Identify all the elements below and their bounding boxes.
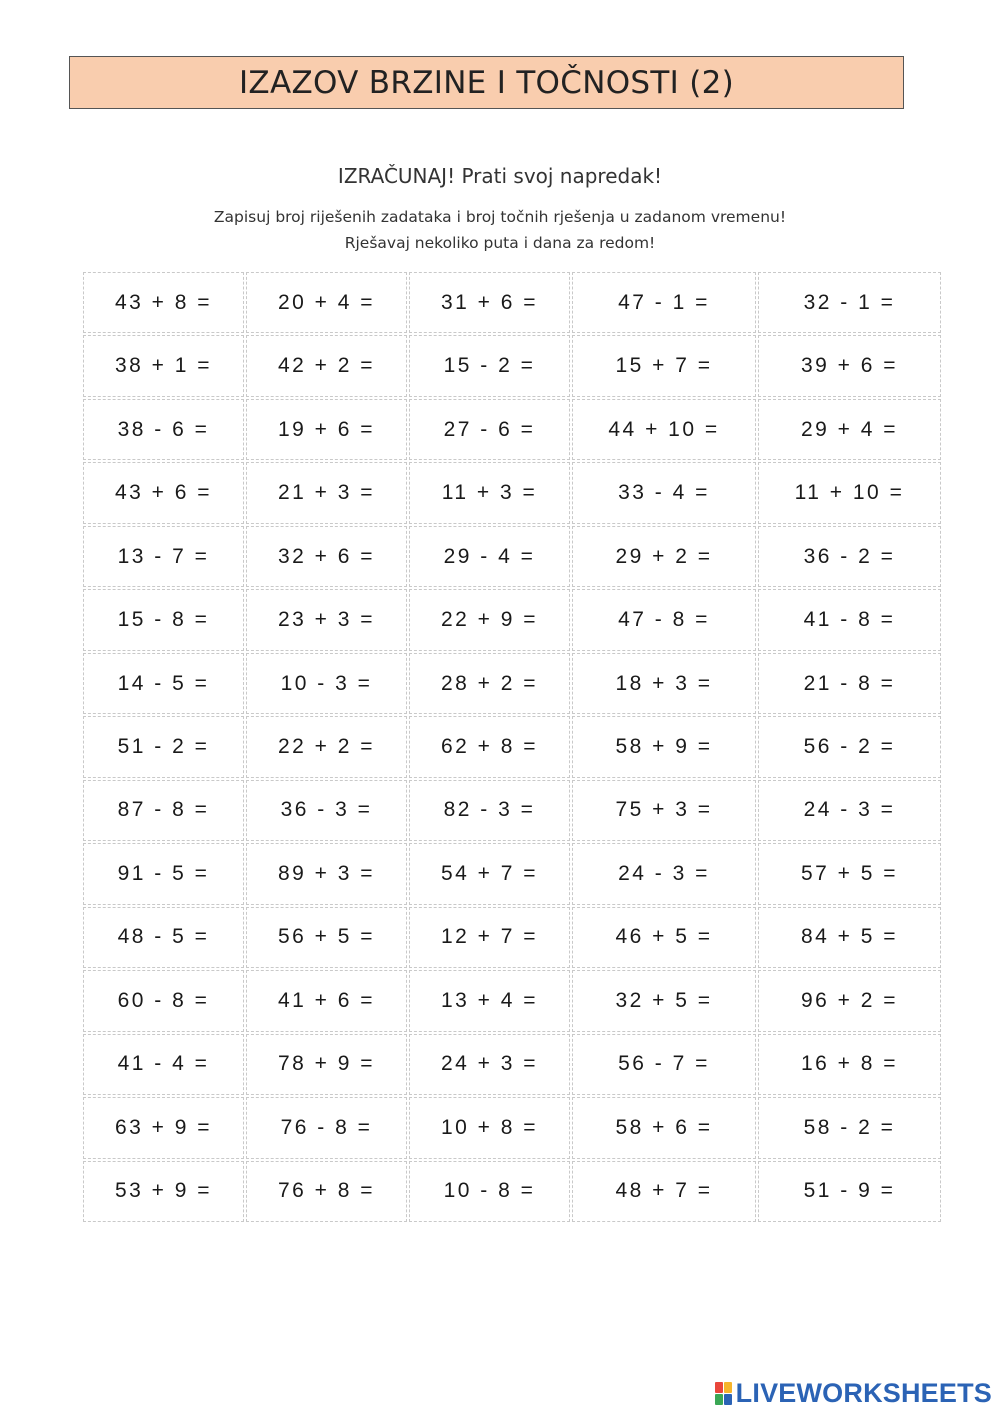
- problem-cell[interactable]: 58 + 9 =: [572, 716, 756, 777]
- problem-cell[interactable]: 10 + 8 =: [409, 1097, 570, 1158]
- problem-cell[interactable]: 36 - 3 =: [246, 780, 407, 841]
- problem-cell[interactable]: 56 - 2 =: [758, 716, 941, 777]
- problem-cell[interactable]: 24 - 3 =: [758, 780, 941, 841]
- problem-cell[interactable]: 24 + 3 =: [409, 1034, 570, 1095]
- problem-cell[interactable]: 42 + 2 =: [246, 335, 407, 396]
- problem-cell[interactable]: 31 + 6 =: [409, 272, 570, 333]
- problem-cell[interactable]: 24 - 3 =: [572, 843, 756, 904]
- problem-cell[interactable]: 27 - 6 =: [409, 399, 570, 460]
- instruction-line-1: Zapisuj broj riješenih zadataka i broj točnih rješenja u zadanom vremenu!: [213, 208, 787, 226]
- problem-cell[interactable]: 20 + 4 =: [246, 272, 407, 333]
- problem-cell[interactable]: 60 - 8 =: [83, 970, 244, 1031]
- worksheet-title-text: IZAZOV BRZINE I TOČNOSTI (2): [238, 64, 735, 101]
- problem-cell[interactable]: 89 + 3 =: [246, 843, 407, 904]
- problem-cell[interactable]: 21 + 3 =: [246, 462, 407, 523]
- problem-cell[interactable]: 32 - 1 =: [758, 272, 941, 333]
- problem-cell[interactable]: 41 + 6 =: [246, 970, 407, 1031]
- problem-cell[interactable]: 29 - 4 =: [409, 526, 570, 587]
- problem-cell[interactable]: 38 - 6 =: [83, 399, 244, 460]
- problem-cell[interactable]: 13 - 7 =: [83, 526, 244, 587]
- problem-cell[interactable]: 12 + 7 =: [409, 907, 570, 968]
- problem-cell[interactable]: 29 + 2 =: [572, 526, 756, 587]
- liveworksheets-logo: [715, 1378, 992, 1409]
- problem-cell[interactable]: 91 - 5 =: [83, 843, 244, 904]
- worksheet-subtitle: IZRAČUNAJ! Prati svoj napredak!: [337, 164, 663, 188]
- problem-cell[interactable]: 14 - 5 =: [83, 653, 244, 714]
- problem-cell[interactable]: 15 - 2 =: [409, 335, 570, 396]
- problem-cell[interactable]: 63 + 9 =: [83, 1097, 244, 1158]
- problem-cell[interactable]: 76 + 8 =: [246, 1161, 407, 1222]
- problem-grid: [82, 271, 942, 1223]
- problem-cell[interactable]: 78 + 9 =: [246, 1034, 407, 1095]
- problem-cell[interactable]: 13 + 4 =: [409, 970, 570, 1031]
- problem-cell[interactable]: 58 + 6 =: [572, 1097, 756, 1158]
- problem-cell[interactable]: 33 - 4 =: [572, 462, 756, 523]
- problem-cell[interactable]: 36 - 2 =: [758, 526, 941, 587]
- problem-cell[interactable]: 11 + 10 =: [758, 462, 941, 523]
- problem-cell[interactable]: 15 - 8 =: [83, 589, 244, 650]
- liveworksheets-logo-icon: [715, 1382, 732, 1405]
- problem-cell[interactable]: 76 - 8 =: [246, 1097, 407, 1158]
- problem-cell[interactable]: 10 - 8 =: [409, 1161, 570, 1222]
- problem-cell[interactable]: 41 - 4 =: [83, 1034, 244, 1095]
- logo-square-red: [715, 1382, 723, 1393]
- problem-cell[interactable]: 56 - 7 =: [572, 1034, 756, 1095]
- problem-cell[interactable]: 84 + 5 =: [758, 907, 941, 968]
- instruction-line-2: Rješavaj nekoliko puta i dana za redom!: [344, 234, 656, 252]
- problem-cell[interactable]: 41 - 8 =: [758, 589, 941, 650]
- problem-cell[interactable]: 29 + 4 =: [758, 399, 941, 460]
- logo-square-green: [715, 1394, 723, 1405]
- worksheet-title: [69, 56, 904, 109]
- problem-cell[interactable]: 48 + 7 =: [572, 1161, 756, 1222]
- problem-cell[interactable]: 82 - 3 =: [409, 780, 570, 841]
- problem-cell[interactable]: 58 - 2 =: [758, 1097, 941, 1158]
- problem-cell[interactable]: 75 + 3 =: [572, 780, 756, 841]
- problem-cell[interactable]: 21 - 8 =: [758, 653, 941, 714]
- problem-cell[interactable]: 62 + 8 =: [409, 716, 570, 777]
- problem-cell[interactable]: 43 + 6 =: [83, 462, 244, 523]
- problem-cell[interactable]: 28 + 2 =: [409, 653, 570, 714]
- problem-cell[interactable]: 48 - 5 =: [83, 907, 244, 968]
- problem-cell[interactable]: 22 + 9 =: [409, 589, 570, 650]
- problem-cell[interactable]: 10 - 3 =: [246, 653, 407, 714]
- problem-cell[interactable]: 32 + 6 =: [246, 526, 407, 587]
- problem-cell[interactable]: 54 + 7 =: [409, 843, 570, 904]
- problem-cell[interactable]: 15 + 7 =: [572, 335, 756, 396]
- problem-cell[interactable]: 38 + 1 =: [83, 335, 244, 396]
- logo-text: LIVEWORKSHEETS: [735, 1378, 992, 1408]
- problem-cell[interactable]: 16 + 8 =: [758, 1034, 941, 1095]
- problem-cell[interactable]: 51 - 2 =: [83, 716, 244, 777]
- problem-cell[interactable]: 57 + 5 =: [758, 843, 941, 904]
- logo-square-yellow: [724, 1382, 732, 1393]
- problem-cell[interactable]: 11 + 3 =: [409, 462, 570, 523]
- problem-cell[interactable]: 23 + 3 =: [246, 589, 407, 650]
- problem-cell[interactable]: 22 + 2 =: [246, 716, 407, 777]
- problem-cell[interactable]: 53 + 9 =: [83, 1161, 244, 1222]
- problem-cell[interactable]: 44 + 10 =: [572, 399, 756, 460]
- problem-cell[interactable]: 19 + 6 =: [246, 399, 407, 460]
- problem-cell[interactable]: 39 + 6 =: [758, 335, 941, 396]
- problem-cell[interactable]: 87 - 8 =: [83, 780, 244, 841]
- problem-cell[interactable]: 51 - 9 =: [758, 1161, 941, 1222]
- problem-cell[interactable]: 32 + 5 =: [572, 970, 756, 1031]
- problem-cell[interactable]: 46 + 5 =: [572, 907, 756, 968]
- problem-cell[interactable]: 47 - 8 =: [572, 589, 756, 650]
- problem-cell[interactable]: 43 + 8 =: [83, 272, 244, 333]
- problem-cell[interactable]: 56 + 5 =: [246, 907, 407, 968]
- problem-cell[interactable]: 96 + 2 =: [758, 970, 941, 1031]
- logo-square-blue: [724, 1394, 732, 1405]
- problem-cell[interactable]: 47 - 1 =: [572, 272, 756, 333]
- problem-cell[interactable]: 18 + 3 =: [572, 653, 756, 714]
